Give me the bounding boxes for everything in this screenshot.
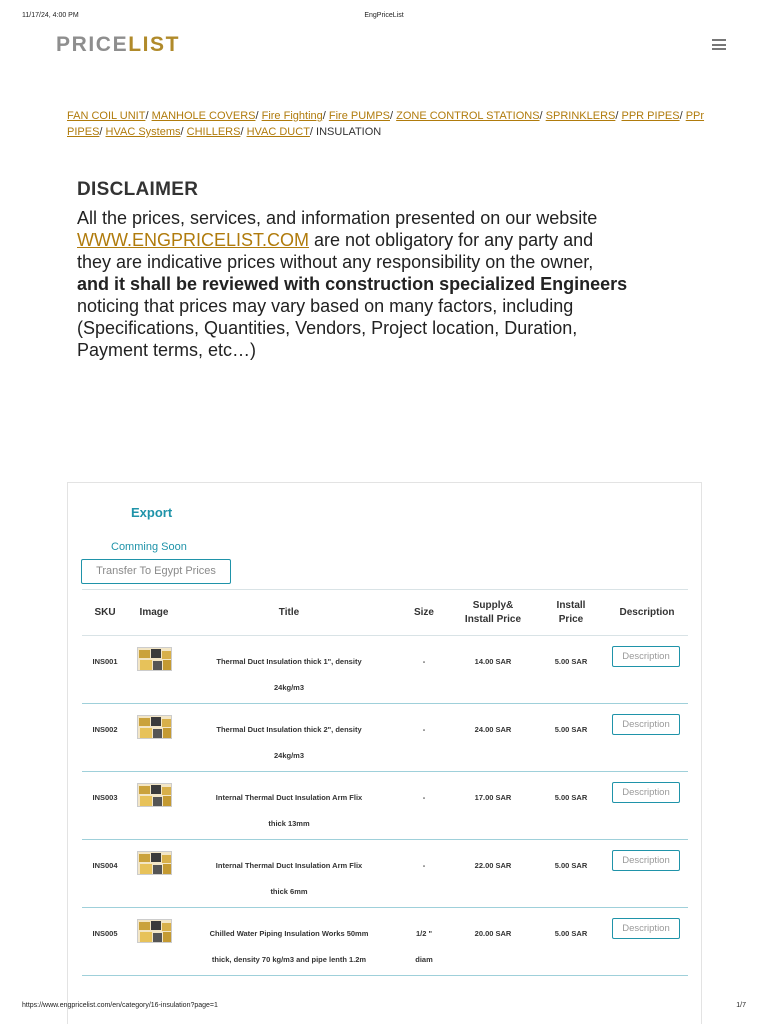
cell-sku: INS004 <box>92 861 118 870</box>
product-thumbnail <box>137 919 172 943</box>
description-button[interactable]: Description <box>612 918 680 939</box>
disclaimer-line: they are indicative prices without any responsibility on the owner, <box>77 252 594 272</box>
breadcrumb-link[interactable]: HVAC DUCT <box>246 126 310 138</box>
cell-title: Thermal Duct Insulation thick 2", density 24kg/m3 <box>216 725 362 760</box>
disclaimer-line: (Specifications, Quantities, Vendors, Project location, Duration, <box>77 318 578 338</box>
disclaimer-line: Payment terms, etc…) <box>77 340 257 360</box>
product-table <box>82 589 688 976</box>
cell-size: - <box>422 725 426 734</box>
disclaimer-line: WWW.ENGPRICELIST.COM are not obligatory for any party and <box>77 230 594 250</box>
cell-install-price: 5.00 SAR <box>554 725 588 734</box>
product-thumbnail <box>137 647 172 671</box>
coming-soon-label: Comming Soon <box>111 541 187 553</box>
description-button[interactable]: Description <box>612 714 680 735</box>
cell-title: Internal Thermal Duct Insulation Arm Flix thick 6mm <box>215 861 363 896</box>
logo-part-list: LIST <box>128 33 181 56</box>
site-logo[interactable] <box>56 33 180 57</box>
print-footer <box>0 1002 768 1014</box>
header-size: Size <box>413 607 434 618</box>
site-link[interactable]: WWW.ENGPRICELIST.COM <box>77 230 310 250</box>
cell-supply-install-price: 24.00 SAR <box>474 725 512 734</box>
cell-size: - <box>422 657 426 666</box>
cell-sku: INS003 <box>92 793 118 802</box>
disclaimer-line-bold: and it shall be reviewed with construction specialized Engineers <box>77 274 628 294</box>
cell-title: Internal Thermal Duct Insulation Arm Flix thick 13mm <box>215 793 363 828</box>
cell-sku: INS005 <box>92 929 118 938</box>
breadcrumb-link[interactable]: CHILLERS <box>186 126 241 138</box>
export-button[interactable]: Export <box>131 505 173 520</box>
table-body <box>82 636 688 976</box>
breadcrumb-link[interactable]: Fire Fighting <box>261 110 323 122</box>
hamburger-menu-icon[interactable] <box>712 39 726 50</box>
cell-supply-install-price: 22.00 SAR <box>474 861 512 870</box>
cell-install-price: 5.00 SAR <box>554 793 588 802</box>
print-page-title: EngPriceList <box>364 12 404 19</box>
table-row <box>82 636 688 704</box>
breadcrumb-link[interactable]: Fire PUMPS <box>328 110 390 122</box>
table-row <box>82 840 688 908</box>
breadcrumb-link[interactable]: PPr PIPES <box>67 110 705 138</box>
cell-supply-install-price: 20.00 SAR <box>474 929 512 938</box>
cell-size: 1/2 " diam <box>415 929 433 964</box>
disclaimer-title: DISCLAIMER <box>77 179 199 200</box>
table-row <box>82 908 688 976</box>
breadcrumb-link[interactable]: MANHOLE COVERS <box>151 110 256 122</box>
product-thumbnail <box>137 715 172 739</box>
breadcrumb-link[interactable]: PPR PIPES <box>621 110 680 122</box>
cell-supply-install-price: 14.00 SAR <box>474 657 512 666</box>
print-url: https://www.engpricelist.com/en/category/16-insulation?page=1 <box>22 1002 218 1009</box>
cell-install-price: 5.00 SAR <box>554 657 588 666</box>
header-image: Image <box>139 607 169 618</box>
disclaimer-line: All the prices, services, and information presented on our website <box>77 208 598 228</box>
cell-title: Chilled Water Piping Insulation Works 50mm thick, density 70 kg/m3 and pipe lenth 1.2m <box>209 929 369 964</box>
breadcrumb-link[interactable]: FAN COIL UNIT <box>67 110 146 122</box>
description-button[interactable]: Description <box>612 782 680 803</box>
cell-sku: INS001 <box>92 657 118 666</box>
product-thumbnail <box>137 851 172 875</box>
transfer-egypt-prices-button[interactable]: Transfer To Egypt Prices <box>81 559 231 584</box>
cell-install-price: 5.00 SAR <box>554 929 588 938</box>
print-header <box>0 12 768 24</box>
description-button[interactable]: Description <box>612 850 680 871</box>
header-sku: SKU <box>94 607 116 618</box>
breadcrumb-link[interactable]: HVAC Systems <box>105 126 181 138</box>
print-datetime: 11/17/24, 4:00 PM <box>22 12 79 19</box>
cell-sku: INS002 <box>92 725 118 734</box>
breadcrumb-current: INSULATION <box>316 126 382 138</box>
cell-size: - <box>422 793 426 802</box>
print-page-number: 1/7 <box>736 1002 746 1009</box>
cell-supply-install-price: 17.00 SAR <box>474 793 512 802</box>
header-title: Title <box>278 607 300 618</box>
product-table-card <box>67 482 702 1024</box>
header-description: Description <box>619 607 675 618</box>
description-button[interactable]: Description <box>612 646 680 667</box>
product-thumbnail <box>137 783 172 807</box>
disclaimer-line: noticing that prices may vary based on many factors, including <box>77 296 574 316</box>
header-install-price: Install Price <box>556 600 586 625</box>
header-supply-install-price: Supply& Install Price <box>464 600 522 625</box>
table-row <box>82 704 688 772</box>
table-header <box>82 590 688 636</box>
cell-install-price: 5.00 SAR <box>554 861 588 870</box>
logo-part-price: PRICE <box>56 33 129 56</box>
cell-size: - <box>422 861 426 870</box>
table-row <box>82 772 688 840</box>
breadcrumb-link[interactable]: ZONE CONTROL STATIONS <box>396 110 540 122</box>
breadcrumb-link[interactable]: SPRINKLERS <box>545 110 616 122</box>
disclaimer-body <box>77 207 703 367</box>
breadcrumb: FAN COIL UNIT/ MANHOLE COVERS/ Fire Fighting/ Fire PUMPS/ ZONE CONTROL STATIONS/ SPRINKLERS/ PPR PIPES/ PPr PIPES/ HVAC Systems/ CHILLERS/ HVAC DUCT/ INSULATION <box>67 110 705 138</box>
cell-title: Thermal Duct Insulation thick 1", density 24kg/m3 <box>216 657 362 692</box>
